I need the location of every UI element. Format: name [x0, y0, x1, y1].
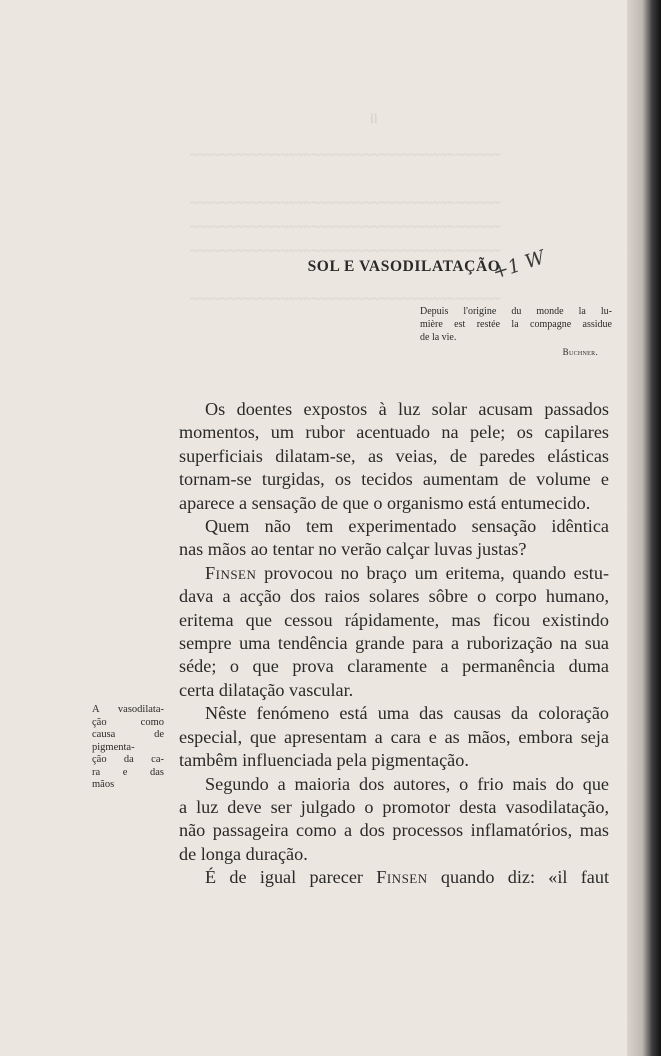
body-line-text: É de igual parecer: [205, 867, 363, 888]
body-line: eritema que cessou rápidamente, mas ficou existindo: [179, 609, 609, 630]
body-line: Nêste fenómeno está uma das causas da coloração: [205, 703, 609, 724]
epigraph: [420, 305, 612, 344]
bleed-through-text: ~~~~~~~~~~~~~~~~~~~~~~~~~~~~~~~~~~~~~~~~~: [190, 292, 501, 307]
margin-note: [92, 704, 164, 792]
margin-note-line: causa de: [92, 729, 164, 740]
paragraph: [179, 773, 609, 867]
body-line: nas mãos ao tentar no verão calçar luvas justas?: [179, 539, 527, 560]
body-line: tambêm influenciada pela pigmentação.: [179, 750, 469, 771]
epigraph-line: de la vie.: [420, 332, 457, 343]
epigraph-line: Depuis l'origine du monde la lu-: [420, 306, 612, 317]
body-line-text: provocou no braço um eritema, quando estu-: [264, 562, 609, 583]
body-line: especial, que apresentam a cara e as mãos, embora seja: [179, 726, 609, 747]
body-line: Os doentes expostos à luz solar acusam passados: [205, 399, 609, 419]
body-line: tornam-se turgidas, os tecidos aumentam de volume e: [179, 469, 609, 490]
paragraph: [179, 866, 609, 889]
body-line: não passageira como a dos processos inflamatórios, mas: [179, 820, 609, 841]
body-line: certa dilatação vascular.: [179, 679, 354, 700]
bleed-through-text: ll: [370, 112, 378, 127]
paragraph: [179, 398, 609, 515]
body-text: [179, 398, 609, 890]
margin-note-line: mãos: [92, 779, 115, 790]
body-line: momentos, um rubor acentuado na pele; os capilares: [179, 422, 609, 443]
epigraph-author: Buchner.: [562, 347, 598, 357]
margin-note-line: pigmenta-: [92, 741, 135, 753]
body-line: [179, 866, 609, 889]
author-name: Finsen: [376, 867, 428, 888]
body-line: séde; o que prova claramente a permanência duma: [179, 656, 609, 677]
handwritten-annotation: +1 W: [489, 246, 548, 284]
paragraph: [179, 702, 609, 772]
body-line-text: quando diz: «il faut: [440, 867, 610, 888]
page-edge-shadow: [627, 0, 661, 1056]
body-line: Quem não tem experimentado sensação idêntica: [205, 516, 609, 537]
paragraph: [179, 515, 609, 562]
paragraph: [179, 562, 609, 702]
body-line: de longa duração.: [179, 843, 308, 864]
margin-note-line: ção como: [92, 716, 164, 728]
body-line: Segundo a maioria dos autores, o frio mais do que: [205, 773, 609, 794]
chapter-title: SOL E VASODILATAÇÃO: [307, 258, 501, 275]
body-line: superficiais dilatam-se, as veias, de paredes elásticas: [179, 445, 609, 466]
bleed-through-text: ~~~~~~~~~~~~~~~~~~~~~~~~~~~~~~~~~~~~~~~~~: [190, 148, 501, 163]
body-line: aparece a sensação de que o organismo está entumecido.: [179, 492, 591, 513]
margin-note-line: A vasodilata-: [92, 704, 164, 715]
bleed-through-text: ~~~~~~~~~~~~~~~~~~~~~~~~~~~~~~~~~~~~~~~~~: [190, 196, 501, 211]
body-line: sempre uma tendência grande para a ruborização na sua: [179, 633, 609, 654]
body-line: [179, 562, 609, 585]
bleed-through-text: ~~~~~~~~~~~~~~~~~~~~~~~~~~~~~~~~~~~~~~~~~: [190, 220, 501, 235]
bleed-through-text: ~~~~~~~~~~~~~~~~~~~~~~~~~~~~~~~~~~~~~~~~~: [190, 244, 501, 259]
epigraph-line: mière est restée la compagne assidue: [420, 319, 612, 330]
body-line: a luz deve ser julgado o promotor desta vasodilatação,: [179, 796, 609, 817]
author-name: Finsen: [205, 562, 257, 583]
body-line: dava a acção dos raios solares sôbre o corpo humano,: [179, 586, 609, 607]
margin-note-line: ção da ca-: [92, 754, 164, 765]
margin-note-line: ra e das: [92, 766, 164, 778]
